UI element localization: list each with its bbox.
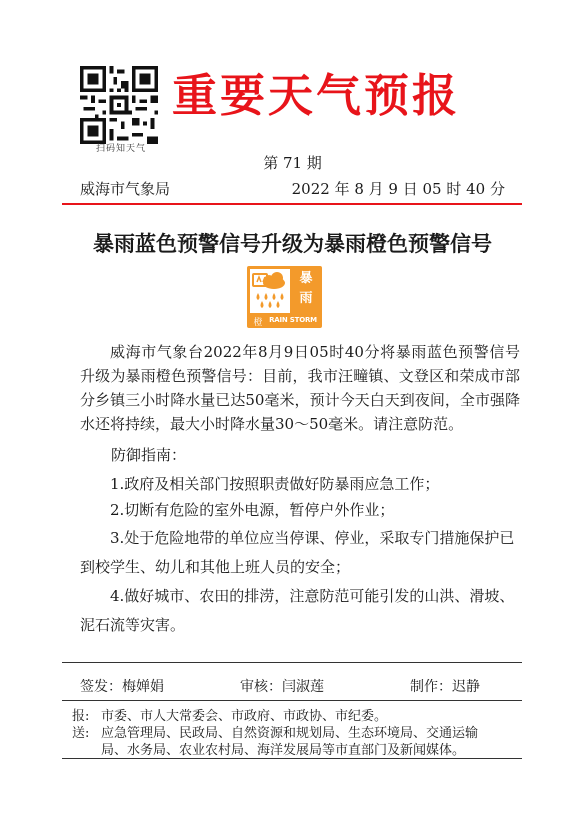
qr-code — [80, 66, 158, 144]
report-recipients: 市委、市人大常委会、市政府、市政协、市纪委。 — [101, 709, 388, 724]
footer-divider-bottom — [62, 758, 522, 759]
distribution-list — [72, 708, 522, 759]
masthead-divider — [62, 203, 522, 205]
guide-title: 防御指南： — [111, 446, 187, 464]
masthead-title: 重要天气预报 — [172, 69, 461, 122]
send-recipients-line1: 应急管理局、民政局、自然资源和规划局、生态环境局、交通运输 — [101, 726, 479, 741]
send-label: 送: — [72, 726, 90, 741]
qr-caption: 扫码知天气 — [95, 144, 146, 154]
footer-divider-top — [62, 662, 522, 663]
body-paragraph: 威海市气象台2022年8月9日05时40分将暴雨蓝色预警信号升级为暴雨橙色预警信号：目前，我市汪疃镇、文登区和荣成市部分乡镇三小时降水量已达50毫米，预计今天白天到夜间，全市强降水还将持续，最大小时降水量30～50毫米。请注意防范。 — [80, 343, 520, 433]
producer-signature: 制作：迟静 — [410, 679, 480, 695]
guide-item: 4.做好城市、农田的排涝，注意防范可能引发的山洪、滑坡、泥石流等灾害。 — [80, 587, 515, 634]
reviewer-signature: 审核：闫淑莲 — [240, 679, 324, 695]
warning-level-char: 橙 — [253, 318, 263, 328]
warning-body — [80, 340, 520, 436]
headline: 暴雨蓝色预警信号升级为暴雨橙色预警信号 — [93, 231, 492, 256]
warning-english-label: RAIN STORM — [269, 316, 317, 324]
footer-divider-middle — [62, 700, 522, 701]
issue-number: 第 71 期 — [263, 154, 322, 172]
warning-type-chars — [293, 269, 319, 313]
guide-item: 1.政府及相关部门按照职责做好防暴雨应急工作； — [110, 475, 440, 493]
guide-item: 3.处于危险地带的单位应当停课、停业，采取专门措施保护已到校学生、幼儿和其他上班人员的安全； — [80, 529, 515, 576]
warning-char-top: 暴 — [299, 271, 313, 286]
issuer-signature: 签发：梅婵娟 — [80, 679, 164, 695]
report-label: 报: — [72, 709, 90, 724]
agency-name: 威海市气象局 — [80, 180, 171, 198]
guide-item: 2.切断有危险的室外电源，暂停户外作业； — [110, 501, 395, 519]
cloud-rain-icon — [250, 269, 290, 313]
rainstorm-orange-warning-icon — [247, 266, 322, 328]
send-recipients-line2: 局、水务局、农业农村局、海洋发展局等市直部门及新闻媒体。 — [101, 743, 466, 758]
warning-char-bottom: 雨 — [299, 291, 313, 306]
issue-datetime: 2022 年 8 月 9 日 05 时 40 分 — [291, 180, 505, 198]
